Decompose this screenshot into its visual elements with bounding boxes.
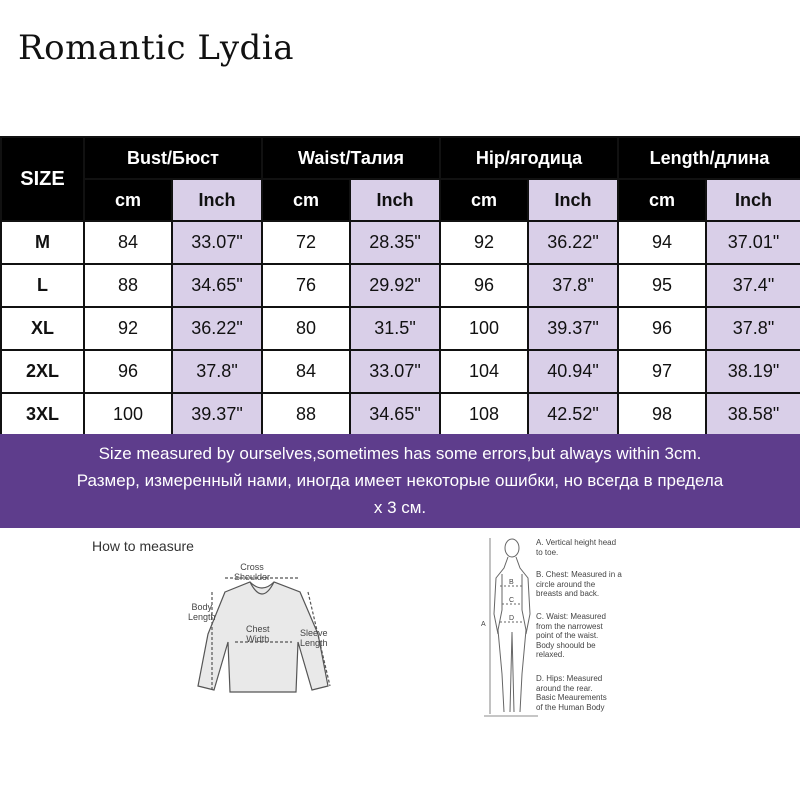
cm-value-cell: 88 (84, 264, 172, 307)
inch-value-cell: 34.65" (350, 393, 440, 436)
inch-value-cell: 37.8" (528, 264, 618, 307)
inch-value-cell: 33.07" (172, 221, 262, 264)
cm-value-cell: 98 (618, 393, 706, 436)
inch-value-cell: 29.92" (350, 264, 440, 307)
table-row (1, 307, 800, 350)
measurement-guide (0, 528, 800, 800)
inch-value-cell: 34.65" (172, 264, 262, 307)
bust-header: Bust/Бюст (84, 137, 262, 179)
cm-value-cell: 84 (262, 350, 350, 393)
size-label: M (1, 221, 84, 264)
inch-value-cell: 37.8" (706, 307, 800, 350)
body-length-label: Body Length (188, 602, 216, 622)
marker-c: C (509, 597, 515, 604)
size-chart-table (0, 136, 800, 437)
waist-header: Waist/Талия (262, 137, 440, 179)
note-line-en: Size measured by ourselves,sometimes has some errors,but always within 3cm. (98, 444, 702, 463)
inch-value-cell: 39.37" (172, 393, 262, 436)
legend-c: C. Waist: Measured from the narrowest point of the waist. Body shoould be relaxed. (536, 612, 606, 659)
inch-value-cell: 37.8" (172, 350, 262, 393)
cm-value-cell: 94 (618, 221, 706, 264)
brand-logo: Romantic Lydia (18, 28, 294, 68)
table-row (1, 350, 800, 393)
size-label: 3XL (1, 393, 84, 436)
cm-value-cell: 104 (440, 350, 528, 393)
cm-value-cell: 80 (262, 307, 350, 350)
hip-header: Hip/ягодица (440, 137, 618, 179)
cm-value-cell: 100 (84, 393, 172, 436)
cm-value-cell: 76 (262, 264, 350, 307)
legend-d: D. Hips: Measured around the rear. Basic Meaurements of the Human Body (536, 674, 607, 712)
inch-value-cell: 39.37" (528, 307, 618, 350)
unit-inch: Inch (172, 179, 262, 221)
inch-value-cell: 37.4" (706, 264, 800, 307)
marker-a: A (481, 621, 486, 628)
table-row (1, 393, 800, 436)
cm-value-cell: 100 (440, 307, 528, 350)
cm-value-cell: 95 (618, 264, 706, 307)
cm-value-cell: 97 (618, 350, 706, 393)
inch-value-cell: 42.52" (528, 393, 618, 436)
legend-b: B. Chest: Measured in a circle around the breasts and back. (536, 570, 622, 598)
cm-value-cell: 92 (440, 221, 528, 264)
cm-value-cell: 88 (262, 393, 350, 436)
unit-inch: Inch (528, 179, 618, 221)
unit-cm: cm (440, 179, 528, 221)
legend-a: A. Vertical height head to toe. (536, 538, 617, 557)
inch-value-cell: 37.01" (706, 221, 800, 264)
inch-value-cell: 33.07" (350, 350, 440, 393)
size-label: XL (1, 307, 84, 350)
inch-value-cell: 38.19" (706, 350, 800, 393)
how-to-measure-title: How to measure (92, 538, 194, 554)
note-line-ru: Размер, измеренный нами, иногда имеет некоторые ошибки, но всегда в предела (76, 471, 724, 490)
table-row (1, 221, 800, 264)
unit-inch: Inch (706, 179, 800, 221)
inch-value-cell: 36.22" (528, 221, 618, 264)
cm-value-cell: 96 (440, 264, 528, 307)
cm-value-cell: 92 (84, 307, 172, 350)
cross-shoulder-label: Cross Shoulder (234, 562, 271, 582)
length-header: Length/длина (618, 137, 800, 179)
inch-value-cell: 40.94" (528, 350, 618, 393)
inch-value-cell: 38.58" (706, 393, 800, 436)
cm-value-cell: 72 (262, 221, 350, 264)
cm-value-cell: 96 (618, 307, 706, 350)
note-line-ru-cont: х 3 см. (373, 498, 427, 517)
sleeve-length-label: Sleeve Length (300, 628, 328, 648)
marker-b: B (509, 579, 514, 586)
inch-value-cell: 28.35" (350, 221, 440, 264)
marker-d: D (509, 615, 515, 622)
chest-width-label: Chest Width (246, 624, 270, 644)
inch-value-cell: 31.5" (350, 307, 440, 350)
size-label: 2XL (1, 350, 84, 393)
human-body-icon (480, 534, 540, 724)
cm-value-cell: 108 (440, 393, 528, 436)
unit-cm: cm (262, 179, 350, 221)
unit-inch: Inch (350, 179, 440, 221)
size-label: L (1, 264, 84, 307)
table-row (1, 264, 800, 307)
size-header: SIZE (1, 137, 84, 221)
cm-value-cell: 96 (84, 350, 172, 393)
inch-value-cell: 36.22" (172, 307, 262, 350)
measurement-note (0, 434, 800, 528)
cm-value-cell: 84 (84, 221, 172, 264)
unit-cm: cm (84, 179, 172, 221)
unit-cm: cm (618, 179, 706, 221)
